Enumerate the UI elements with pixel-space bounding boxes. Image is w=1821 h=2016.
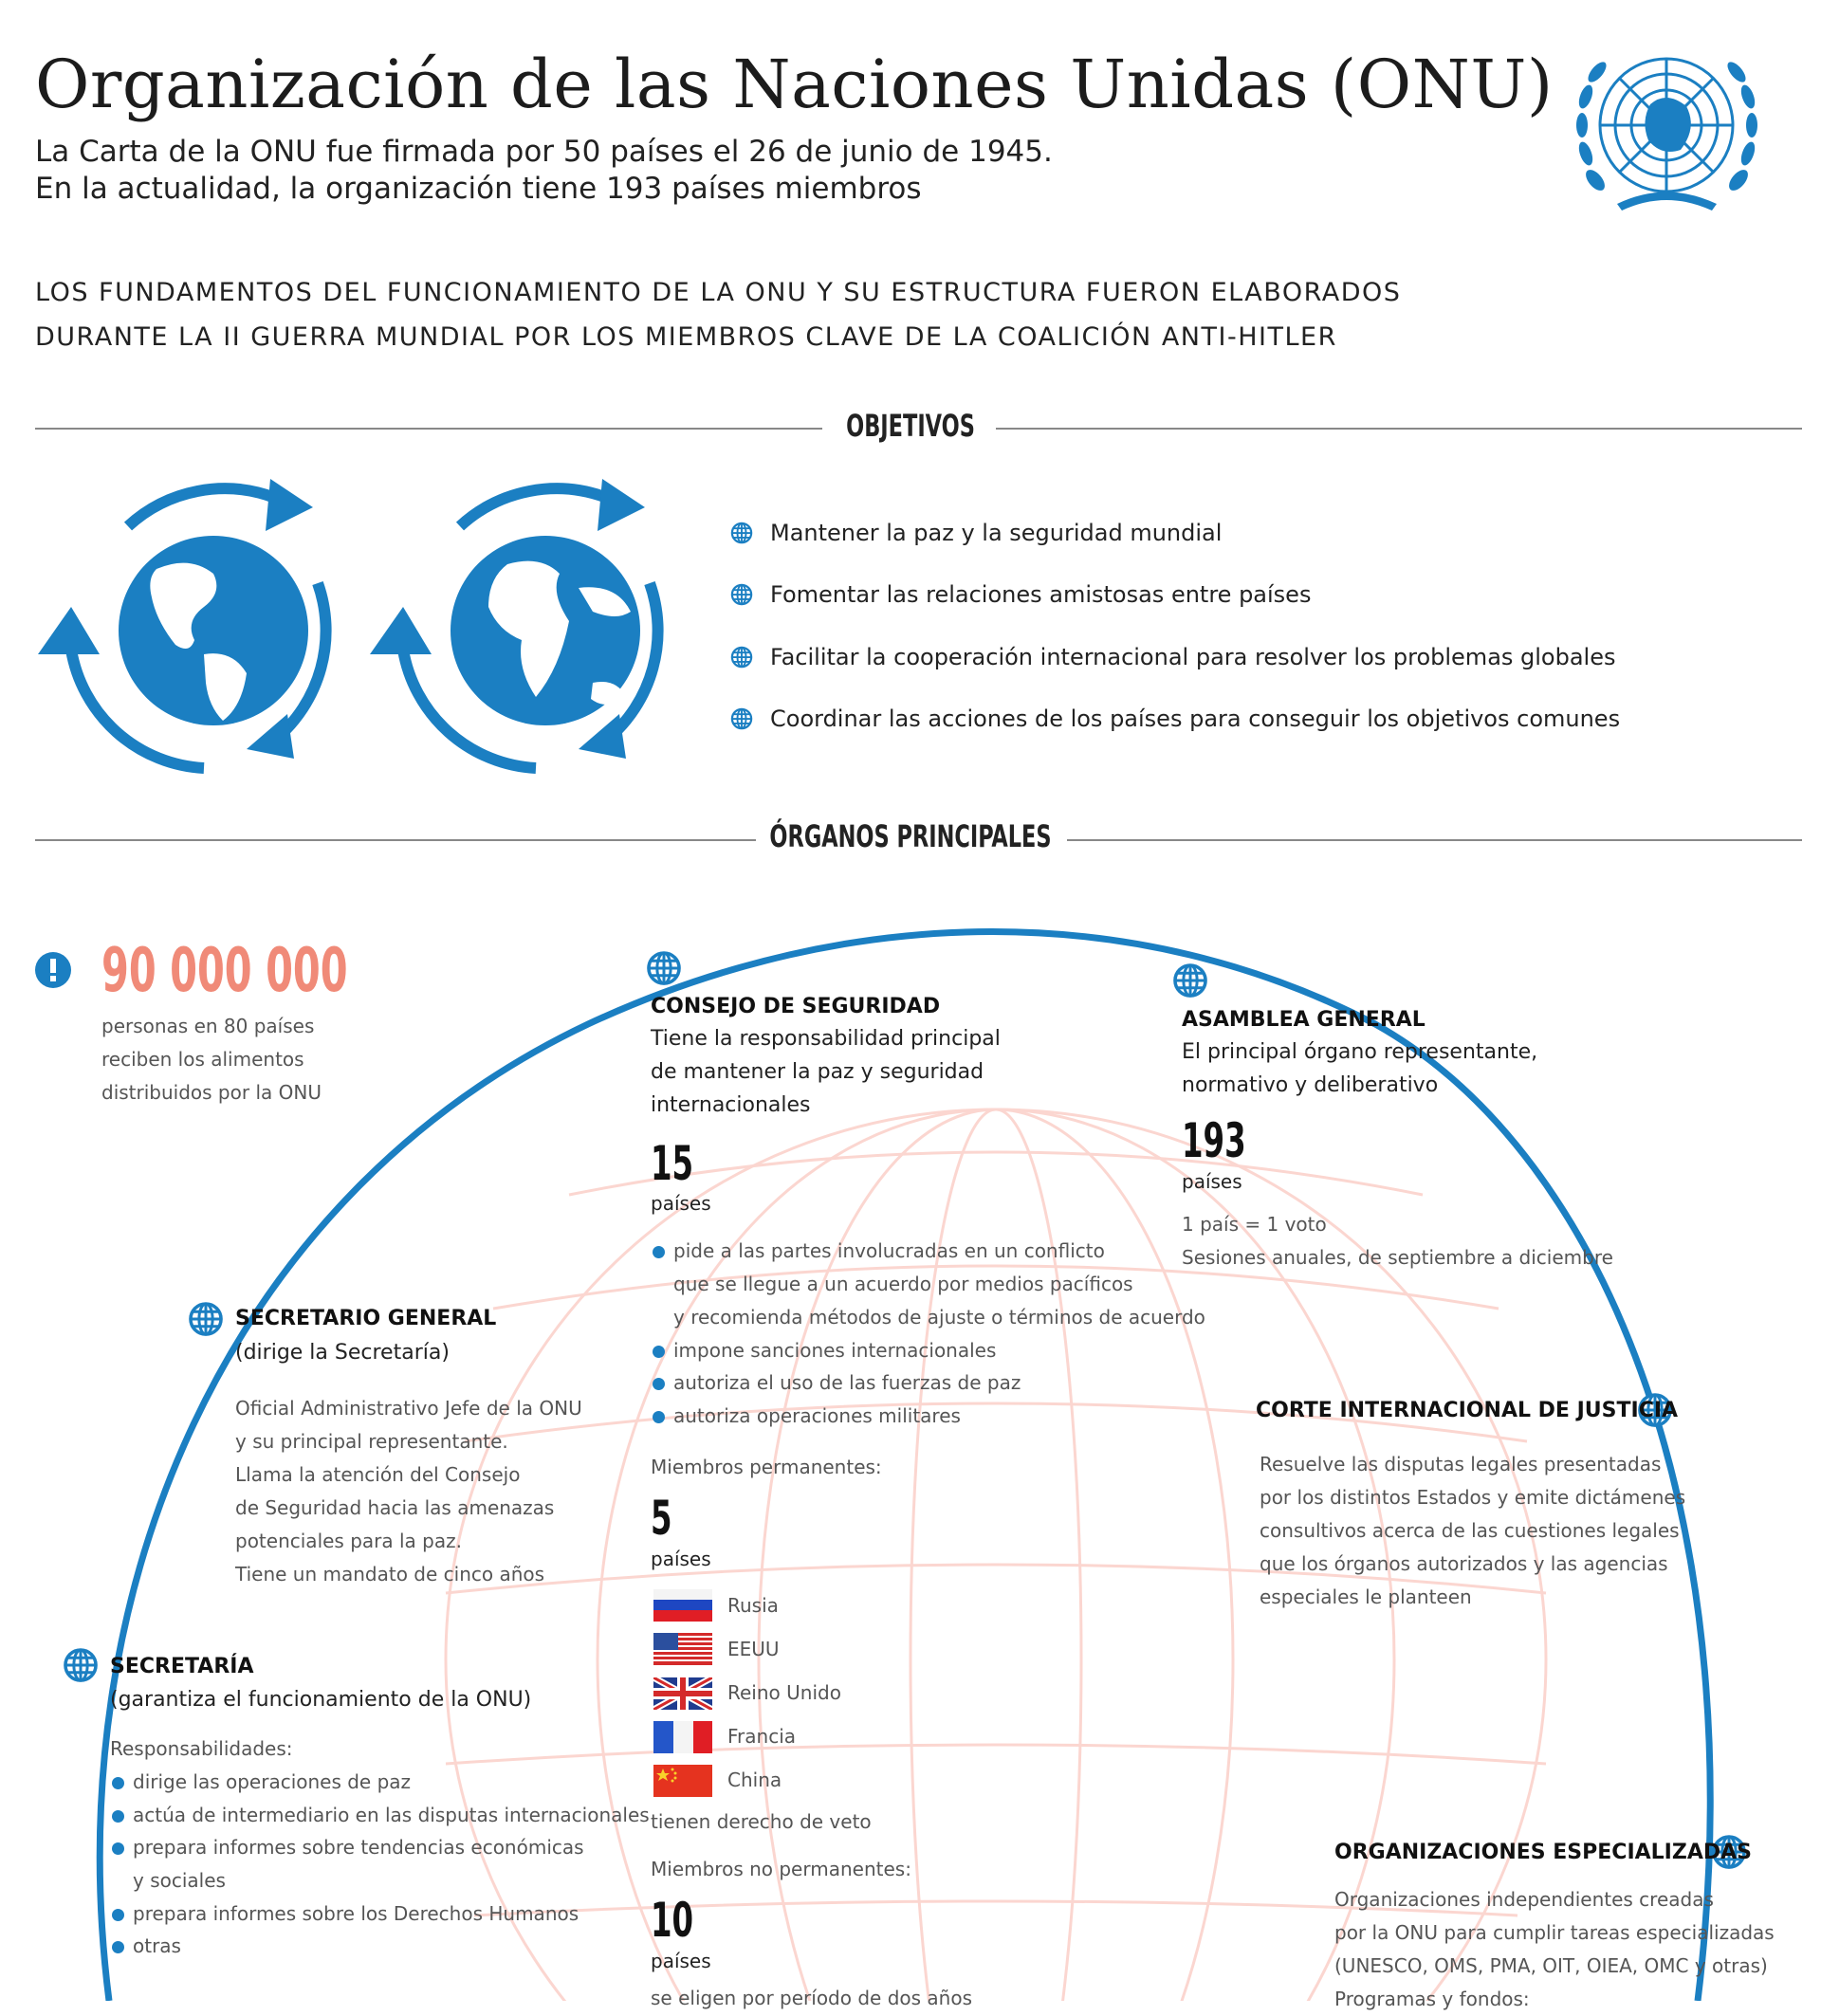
divider: [996, 428, 1802, 430]
divider: [35, 428, 822, 430]
permanent-count-label: países: [651, 1548, 711, 1570]
globe-bullet-icon: [730, 583, 753, 606]
divider: [1067, 839, 1802, 841]
country-name: China: [727, 1769, 782, 1791]
globe-bullet-icon: [188, 1301, 224, 1337]
permanent-count: 5: [651, 1491, 672, 1546]
russia-flag-icon: [653, 1589, 712, 1622]
exclamation-icon: [34, 951, 72, 989]
heading-general-assembly: ASAMBLEA GENERAL: [1182, 1008, 1426, 1032]
globe-bullet-icon: [646, 950, 682, 986]
heading-secretary-general: SECRETARIO GENERAL: [235, 1307, 497, 1330]
globe-bullet-icon: [63, 1647, 99, 1683]
section-title-objectives: OBJETIVOS: [846, 408, 975, 444]
secretary-general-sub: (dirige la Secretaría): [235, 1341, 450, 1365]
stat-number: 90 000 000: [101, 936, 348, 1006]
usa-flag-icon: [653, 1633, 712, 1665]
globe-bullet-icon: [730, 646, 753, 669]
country-name: Francia: [727, 1725, 797, 1748]
subtitle-members: En la actualidad, la organización tiene 193 países miembros: [35, 172, 922, 206]
security-council-count-label: países: [651, 1192, 711, 1215]
intro-line-2: DURANTE LA II GUERRA MUNDIAL POR LOS MIEMBROS CLAVE DE LA COALICIÓN ANTI-HITLER: [35, 322, 1337, 352]
secretary-general-desc: Oficial Administrativo Jefe de la ONU y su principal representante. Llama la atención del Consejo de Seguridad hacia las amenazas potenciales para la paz. Tiene un mandato de cinco años: [235, 1397, 582, 1585]
permanent-label: Miembros permanentes:: [651, 1456, 882, 1478]
country-name: Reino Unido: [727, 1681, 841, 1704]
general-assembly-count-label: países: [1182, 1170, 1242, 1193]
heading-specialized: ORGANIZACIONES ESPECIALIZADAS: [1334, 1841, 1752, 1864]
general-assembly-notes: 1 país = 1 voto Sesiones anuales, de septiembre a diciembre: [1182, 1213, 1613, 1269]
un-emblem-icon: [1574, 38, 1759, 218]
nonpermanent-count-label: países: [651, 1950, 711, 1972]
stat-caption: personas en 80 países reciben los alimentos distribuidos por la ONU: [101, 1015, 322, 1104]
uk-flag-icon: [653, 1677, 712, 1710]
secretariat-resp-label: Responsabilidades:: [110, 1737, 293, 1760]
general-assembly-count: 193: [1182, 1113, 1246, 1168]
country-name: EEUU: [727, 1638, 780, 1660]
france-flag-icon: [653, 1721, 712, 1753]
globe-bullet-icon: [1172, 962, 1208, 999]
nonpermanent-label: Miembros no permanentes:: [651, 1858, 911, 1880]
country-name: Rusia: [727, 1594, 779, 1617]
page-title: Organización de las Naciones Unidas (ONU): [35, 46, 1554, 123]
section-title-organs: ÓRGANOS PRINCIPALES: [769, 818, 1052, 854]
divider: [35, 839, 756, 841]
china-flag-icon: [653, 1765, 712, 1797]
specialized-desc: Organizaciones independientes creadas por la ONU para cumplir tareas especializadas (UNESCO, OMS, PMA, OIT, OIEA, OMC y otras) Programas y fondos:: [1334, 1888, 1775, 2010]
intro-line-1: LOS FUNDAMENTOS DEL FUNCIONAMIENTO DE LA ONU Y SU ESTRUCTURA FUERON ELABORADOS: [35, 278, 1402, 307]
veto-note: tienen derecho de veto: [651, 1810, 872, 1833]
nonpermanent-note: se eligen por período de dos años: [651, 1987, 973, 2009]
subtitle-charter: La Carta de la ONU fue firmada por 50 países el 26 de junio de 1945.: [35, 135, 1053, 169]
heading-court: CORTE INTERNACIONAL DE JUSTICIA: [1256, 1399, 1679, 1422]
globe-bullet-icon: [730, 522, 753, 544]
globe-arrows-icon: [33, 479, 678, 782]
security-council-desc: Tiene la responsabilidad principal de mantener la paz y seguridad internacionales: [651, 1027, 1001, 1117]
general-assembly-desc: El principal órgano representante, normativo y deliberativo: [1182, 1040, 1538, 1097]
security-council-count: 15: [651, 1136, 694, 1191]
heading-secretariat: SECRETARÍA: [110, 1655, 254, 1678]
court-desc: Resuelve las disputas legales presentadas por los distintos Estados y emite dictámenes consultivos acerca de las cuestiones legales que los órganos autorizados y las agencias especiales le planteen: [1260, 1453, 1686, 1608]
heading-security-council: CONSEJO DE SEGURIDAD: [651, 995, 941, 1018]
secretariat-sub: (garantiza el funcionamiento de la ONU): [110, 1688, 532, 1712]
globe-bullet-icon: [730, 707, 753, 730]
nonpermanent-count: 10: [651, 1893, 694, 1948]
